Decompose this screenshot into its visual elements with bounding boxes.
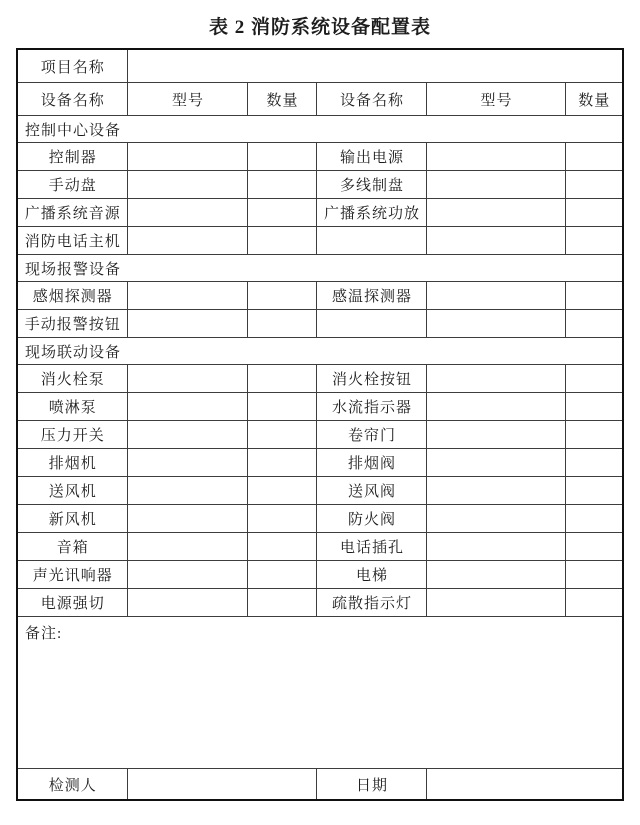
qty-value-cell: [248, 421, 317, 449]
device-name-cell: 广播系统音源: [17, 199, 128, 227]
table-row: [17, 227, 623, 255]
page-title: 表 2 消防系统设备配置表: [208, 17, 431, 38]
device-name-cell: 手动盘: [17, 171, 128, 199]
qty-value-cell: [248, 143, 317, 171]
qty-value-cell: [248, 171, 317, 199]
qty-value-cell: [248, 199, 317, 227]
table-row: [17, 282, 623, 310]
model-value-cell: [427, 282, 566, 310]
model-value-cell: [128, 310, 248, 338]
model-value-cell: [427, 561, 566, 589]
table-row: [17, 421, 623, 449]
table-row: [17, 310, 623, 338]
qty-value-cell: [248, 393, 317, 421]
model-value-cell: [427, 477, 566, 505]
header-qty-right: 数量: [566, 83, 623, 116]
model-value-cell: [427, 227, 566, 255]
qty-value-cell: [248, 589, 317, 617]
qty-value-cell: [248, 282, 317, 310]
qty-value-cell: [566, 310, 623, 338]
device-name-cell: 排烟机: [17, 449, 128, 477]
table-row: [17, 533, 623, 561]
qty-value-cell: [566, 589, 623, 617]
device-name-cell: 喷淋泵: [17, 393, 128, 421]
table-row: [17, 449, 623, 477]
table-row: [17, 199, 623, 227]
section-header-row: [17, 255, 623, 282]
qty-value-cell: [566, 477, 623, 505]
footer-row: [17, 769, 623, 801]
device-name-cell: 疏散指示灯: [317, 589, 427, 617]
qty-value-cell: [248, 505, 317, 533]
equipment-config-table: [16, 48, 624, 801]
qty-value-cell: [566, 533, 623, 561]
header-qty-left: 数量: [248, 83, 317, 116]
project-name-value-cell: [128, 49, 623, 83]
device-name-cell: [317, 310, 427, 338]
qty-value-cell: [248, 561, 317, 589]
project-row: [17, 49, 623, 83]
remarks-cell: 备注:: [17, 617, 623, 769]
qty-value-cell: [566, 505, 623, 533]
qty-value-cell: [566, 227, 623, 255]
section-header-control-center: 控制中心设备: [17, 116, 623, 143]
qty-value-cell: [248, 227, 317, 255]
project-name-label: 项目名称: [17, 49, 128, 83]
table-row: [17, 365, 623, 393]
qty-value-cell: [566, 143, 623, 171]
model-value-cell: [128, 477, 248, 505]
model-value-cell: [128, 171, 248, 199]
model-value-cell: [128, 589, 248, 617]
model-value-cell: [427, 449, 566, 477]
model-value-cell: [427, 589, 566, 617]
model-value-cell: [128, 421, 248, 449]
header-device-name-right: 设备名称: [317, 83, 427, 116]
header-device-name-left: 设备名称: [17, 83, 128, 116]
model-value-cell: [427, 171, 566, 199]
table-row: [17, 143, 623, 171]
qty-value-cell: [248, 365, 317, 393]
qty-value-cell: [566, 171, 623, 199]
device-name-cell: 电梯: [317, 561, 427, 589]
device-name-cell: 消火栓按钮: [317, 365, 427, 393]
device-name-cell: 新风机: [17, 505, 128, 533]
date-label: 日期: [317, 769, 427, 801]
device-name-cell: 消火栓泵: [17, 365, 128, 393]
device-name-cell: 输出电源: [317, 143, 427, 171]
model-value-cell: [427, 533, 566, 561]
model-value-cell: [128, 227, 248, 255]
model-value-cell: [128, 561, 248, 589]
inspector-label: 检测人: [17, 769, 128, 801]
table-row: [17, 589, 623, 617]
model-value-cell: [128, 365, 248, 393]
device-name-cell: 送风阀: [317, 477, 427, 505]
model-value-cell: [427, 421, 566, 449]
qty-value-cell: [566, 282, 623, 310]
qty-value-cell: [248, 477, 317, 505]
device-name-cell: 排烟阀: [317, 449, 427, 477]
column-header-row: [17, 83, 623, 116]
device-name-cell: 水流指示器: [317, 393, 427, 421]
table-row: [17, 393, 623, 421]
qty-value-cell: [566, 199, 623, 227]
table-row: [17, 561, 623, 589]
model-value-cell: [128, 282, 248, 310]
model-value-cell: [128, 505, 248, 533]
header-model-right: 型号: [427, 83, 566, 116]
device-name-cell: 音箱: [17, 533, 128, 561]
device-name-cell: 手动报警按钮: [17, 310, 128, 338]
qty-value-cell: [566, 421, 623, 449]
device-name-cell: 声光讯响器: [17, 561, 128, 589]
model-value-cell: [128, 199, 248, 227]
model-value-cell: [427, 505, 566, 533]
inspector-value-cell: [128, 769, 317, 801]
device-name-cell: 感温探测器: [317, 282, 427, 310]
date-value-cell: [427, 769, 623, 801]
qty-value-cell: [248, 533, 317, 561]
device-name-cell: 广播系统功放: [317, 199, 427, 227]
qty-value-cell: [248, 449, 317, 477]
table-row: [17, 171, 623, 199]
device-name-cell: 感烟探测器: [17, 282, 128, 310]
device-name-cell: 控制器: [17, 143, 128, 171]
remarks-row: [17, 617, 623, 769]
qty-value-cell: [566, 393, 623, 421]
qty-value-cell: [248, 310, 317, 338]
qty-value-cell: [566, 365, 623, 393]
qty-value-cell: [566, 561, 623, 589]
model-value-cell: [427, 199, 566, 227]
header-model-left: 型号: [128, 83, 248, 116]
model-value-cell: [427, 393, 566, 421]
qty-value-cell: [566, 449, 623, 477]
model-value-cell: [128, 143, 248, 171]
model-value-cell: [128, 393, 248, 421]
model-value-cell: [427, 365, 566, 393]
model-value-cell: [427, 143, 566, 171]
device-name-cell: 多线制盘: [317, 171, 427, 199]
device-name-cell: 压力开关: [17, 421, 128, 449]
section-header-field-alarm: 现场报警设备: [17, 255, 623, 282]
device-name-cell: 电源强切: [17, 589, 128, 617]
model-value-cell: [128, 533, 248, 561]
model-value-cell: [128, 449, 248, 477]
model-value-cell: [427, 310, 566, 338]
device-name-cell: 卷帘门: [317, 421, 427, 449]
table-row: [17, 505, 623, 533]
section-header-row: [17, 338, 623, 365]
table-row: [17, 477, 623, 505]
device-name-cell: 防火阀: [317, 505, 427, 533]
device-name-cell: 消防电话主机: [17, 227, 128, 255]
device-name-cell: 电话插孔: [317, 533, 427, 561]
section-header-field-linkage: 现场联动设备: [17, 338, 623, 365]
device-name-cell: 送风机: [17, 477, 128, 505]
section-header-row: [17, 116, 623, 143]
device-name-cell: [317, 227, 427, 255]
